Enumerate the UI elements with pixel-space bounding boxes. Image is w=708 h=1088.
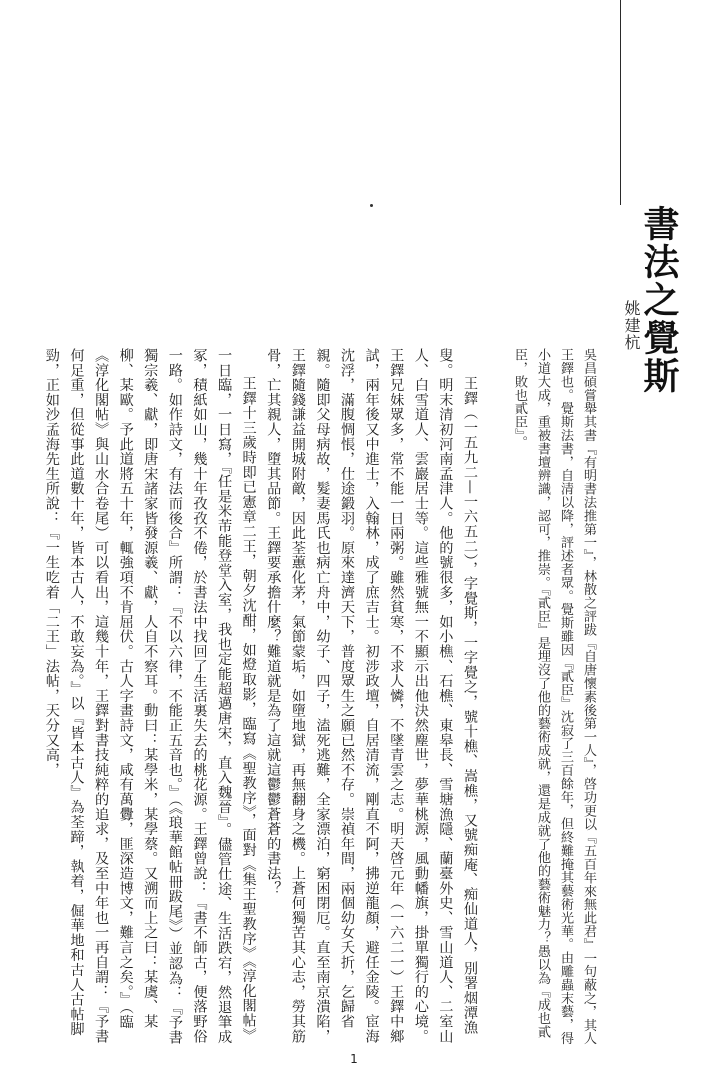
ink-dot (370, 204, 373, 207)
page-number: 1 (350, 1052, 358, 1066)
paragraph-2: 王鐸十三歲時即已憲章二王，朝夕沈酣，如燈取影，臨寫《聖教序》，面對《集王聖教序》《淳化閣帖》一日臨，一日寫，『任是米芾能登堂入室，我也定能超邁唐宋，直入魏晉』。儘管仕途、生活跌宕，然退筆成冢，積紙如山，幾十年孜孜不倦，於書法中找回了生活裏失去的桃花源。王鐸曾說：『書不師古，便落野俗一路。如作詩文，有法而後合』所謂：『不以六律，不能正五音也。』（《琅華館帖冊跋尾》）並認為：『予書獨宗羲、獻，即唐宋諸家皆發源羲、獻，人自不察耳。動曰：某學米，某學蔡。又溯而上之曰：某虞、某柳、某歐。予此道將五十年，輒強項不肯屈伏。古人字畫詩文，咸有萬釁，匪深造博文，難言之矣。』（臨《淳化閣帖》與山水合卷尾）可以看出，這幾十年，王鐸對書技純粹的追求，及至中年也一再自謂：『予書何足重，但從事此道數十年，皆本古人，不敢妄為。』以『皆本古人』為荃蹄，執着，倔華地和古人古帖脚勁，正如沙孟海先生所說：『一生吃着「二王」法帖，天分又高， (43, 348, 257, 1045)
article-body (40, 348, 600, 1048)
page-title: 書法之覺斯 (638, 205, 680, 395)
paragraph-1: 王鐸（一五九二—一六五二），字覺斯，一字覺之，號十樵、嵩樵，又號痴庵、痴仙道人，別署烟潭漁叟。明末清初河南孟津人。他的號很多，如小樵、石樵、東皋長、雪塘漁隱、蘭臺外史、雪山道人、二室山人、白雪道人、雲巖居士等。這些雅號無一不顯示出他決然塵世，夢華桃源，風動幡旗，掛單獨行的心境。王鐸兄妹眾多，常不能一日兩粥。雖然貧寒，不求人憐，不墜青雲之志。明天啓元年（一六二一）王鐸中鄉試，兩年後又中進士，入翰林，成了庶吉士。初涉政壇，自居清流，剛直不阿，拂逆龍顏，避任金陵。宦海沈浮，滿腹惆悵，仕途鍛羽。原來達濟天下，普度眾生之願已然不存。崇禎年間，兩個幼女夭折，乞歸省親。隨即父母病故，髮妻馬氏也病亡舟中，幼子、四子，溘死逃難，全家漂泊，窮困閉厄。直至南京潰陷，王鐸隨錢謙益開城附敵，因此荃蕙化茅，氣節蒙垢，如墮地獄，再無翻身之機。上蒼何獨苦其心志，勞其筋骨，亡其親人，墮其品節。王鐸要承擔什麼？難道就是為了這就這鬱鬱蒼蒼的書法？ (265, 348, 478, 1044)
preface-quote: 吳昌碩嘗舉其書『有明書法推第一』，林散之評跋『自唐懷素後第一人』，啓功更以『五百年來無此君』一句蔽之，其人王鐸也。覺斯法書，自清以降，評述者眾。覺斯雖因『貳臣』沈寂了三百餘年，但終難掩其藝術光華。由雕蟲末藝，得小道大成，重被書壇辨識，認可，推崇。『貳臣』是埋沒了他的藝術成就，還是成就了他的藝術魅力？愚以為『成也貳臣，敗也貳臣』。 (512, 348, 596, 1045)
top-rule (620, 0, 621, 205)
author-name: 姚建杭 (622, 300, 641, 351)
